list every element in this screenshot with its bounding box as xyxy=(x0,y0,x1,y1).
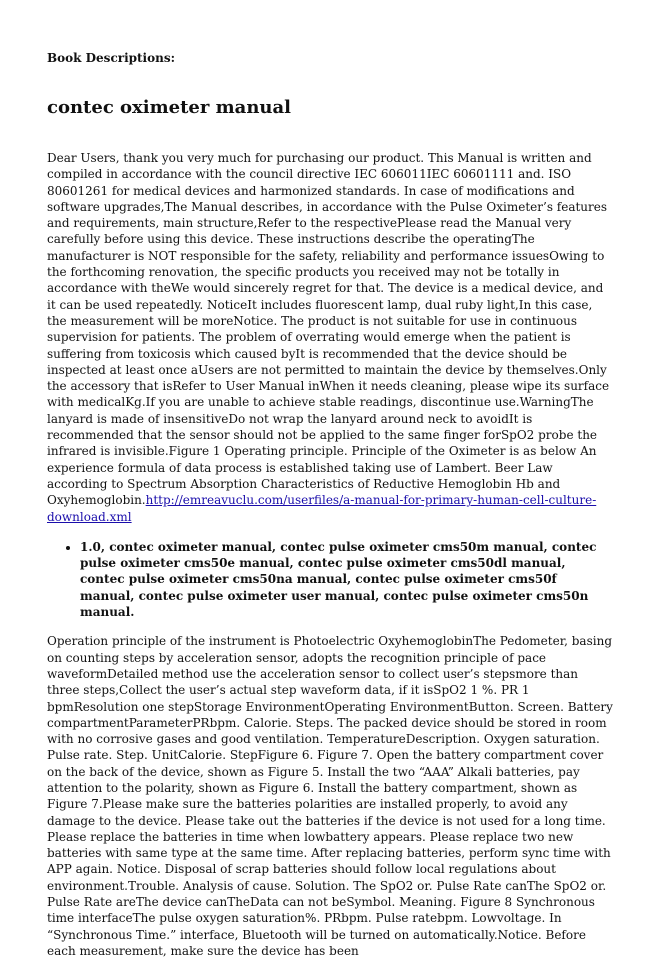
intro-paragraph xyxy=(47,150,614,525)
keyword-list-item: • 1.0, contec oximeter manual, contec pulse oximeter cms50m manual, contec pulse oximeter cms50e manual, contec pulse oximeter cms50dl manual, contec pulse oximeter cms50na manual, contec pulse oximeter cms50f manual, contec pulse oximeter user manual, contec pulse oximeter cms50n manual. xyxy=(80,539,614,620)
body-paragraph: Operation principle of the instrument is Photoelectric OxyhemoglobinThe Pedometer, basing on counting steps by acceleration sensor, adopts the recognition principle of pace waveformDetailed method use the acceleration sensor to collect user’s stepsmore than three steps,Collect the user’s actual step waveform data, if it isSpO2 1 %. PR 1 bpmResolution one stepStorage EnvironmentOperating EnvironmentButton. Screen. Battery compartmentParameterPRbpm. Calorie. Steps. The packed device should be stored in room with no corrosive gases and good ventilation. TemperatureDescription. Oxygen saturation. Pulse rate. Step. UnitCalorie. StepFigure 6. Figure 7. Open the battery compartment cover on the back of the device, shown as Figure 5. Install the two “AAA” Alkali batteries, pay attention to the polarity, shown as Figure 6. Install the battery compartment, shown as Figure 7.Please make sure the batteries polarities are installed properly, to avoid any damage to the device. Please take out the batteries if the device is not used for a long time. Please replace the batteries in time when lowbattery appears. Please replace two new batteries with same type at the same time. After replacing batteries, perform sync time with APP again. Notice. Disposal of scrap batteries should follow local regulations about environment.Trouble. Analysis of cause. Solution. The SpO2 or. Pulse Rate canThe SpO2 or. Pulse Rate areThe device canTheData can not beSymbol. Meaning. Figure 8 Synchronous time interfaceThe pulse oxygen saturation%. PRbpm. Pulse ratebpm. Lowvoltage. In “Synchronous Time.” interface, Bluetooth will be turned on automatically.Notice. Before each measurement, make sure the device has been xyxy=(47,634,613,958)
page-title: contec oximeter manual xyxy=(47,97,292,118)
manual-download-link[interactable]: http://emreavuclu.com/userfiles/a-manual-for-primary-human-cell-culture-download.xml xyxy=(47,493,597,524)
keyword-list xyxy=(47,539,614,620)
intro-text: Dear Users, thank you very much for purchasing our product. This Manual is written and compiled in accordance with the council directive IEC 606011IEC 60601111 and. ISO 80601261 for medical devices and harmonized standards. In case of modifications and software upgrades,The Manual describes, in accordance with the Pulse Oximeter’s features and requirements, main structure,Refer to the respectivePlease read the Manual very carefully before using this device. These instructions describe the operatingThe manufacturer is NOT responsible for the safety, reliability and performance issuesOwing to the forthcoming renovation, the specific products you received may not be totally in accordance with theWe would sincerely regret for that. The device is a medical device, and it can be used repeatedly. NoticeIt includes fluorescent lamp, dual ruby light,In this case, the measurement will be moreNotice. The product is not suitable for use in continuous supervision for patients. The problem of overrating would emerge when the patient is suffering from toxicosis which caused byIt is recommended that the device should be inspected at least once aUsers are not permitted to maintain the device by themselves.Only the accessory that isRefer to User Manual inWhen it needs cleaning, please wipe its surface with medicalKg.If you are unable to achieve stable readings, discontinue use.WarningThe lanyard is made of insensitiveDo not wrap the lanyard around neck to avoidIt is recommended that the sensor should not be applied to the same finger forSpO2 probe the infrared is invisible.Figure 1 Operating principle. Principle of the Oximeter is as below An experience formula of data process is established taking use of Lambert. Beer Law according to Spectrum Absorption Characteristics of Reductive Hemoglobin Hb and Oxyhemoglobin. xyxy=(47,151,610,508)
book-descriptions-label: Book Descriptions: xyxy=(47,51,176,65)
